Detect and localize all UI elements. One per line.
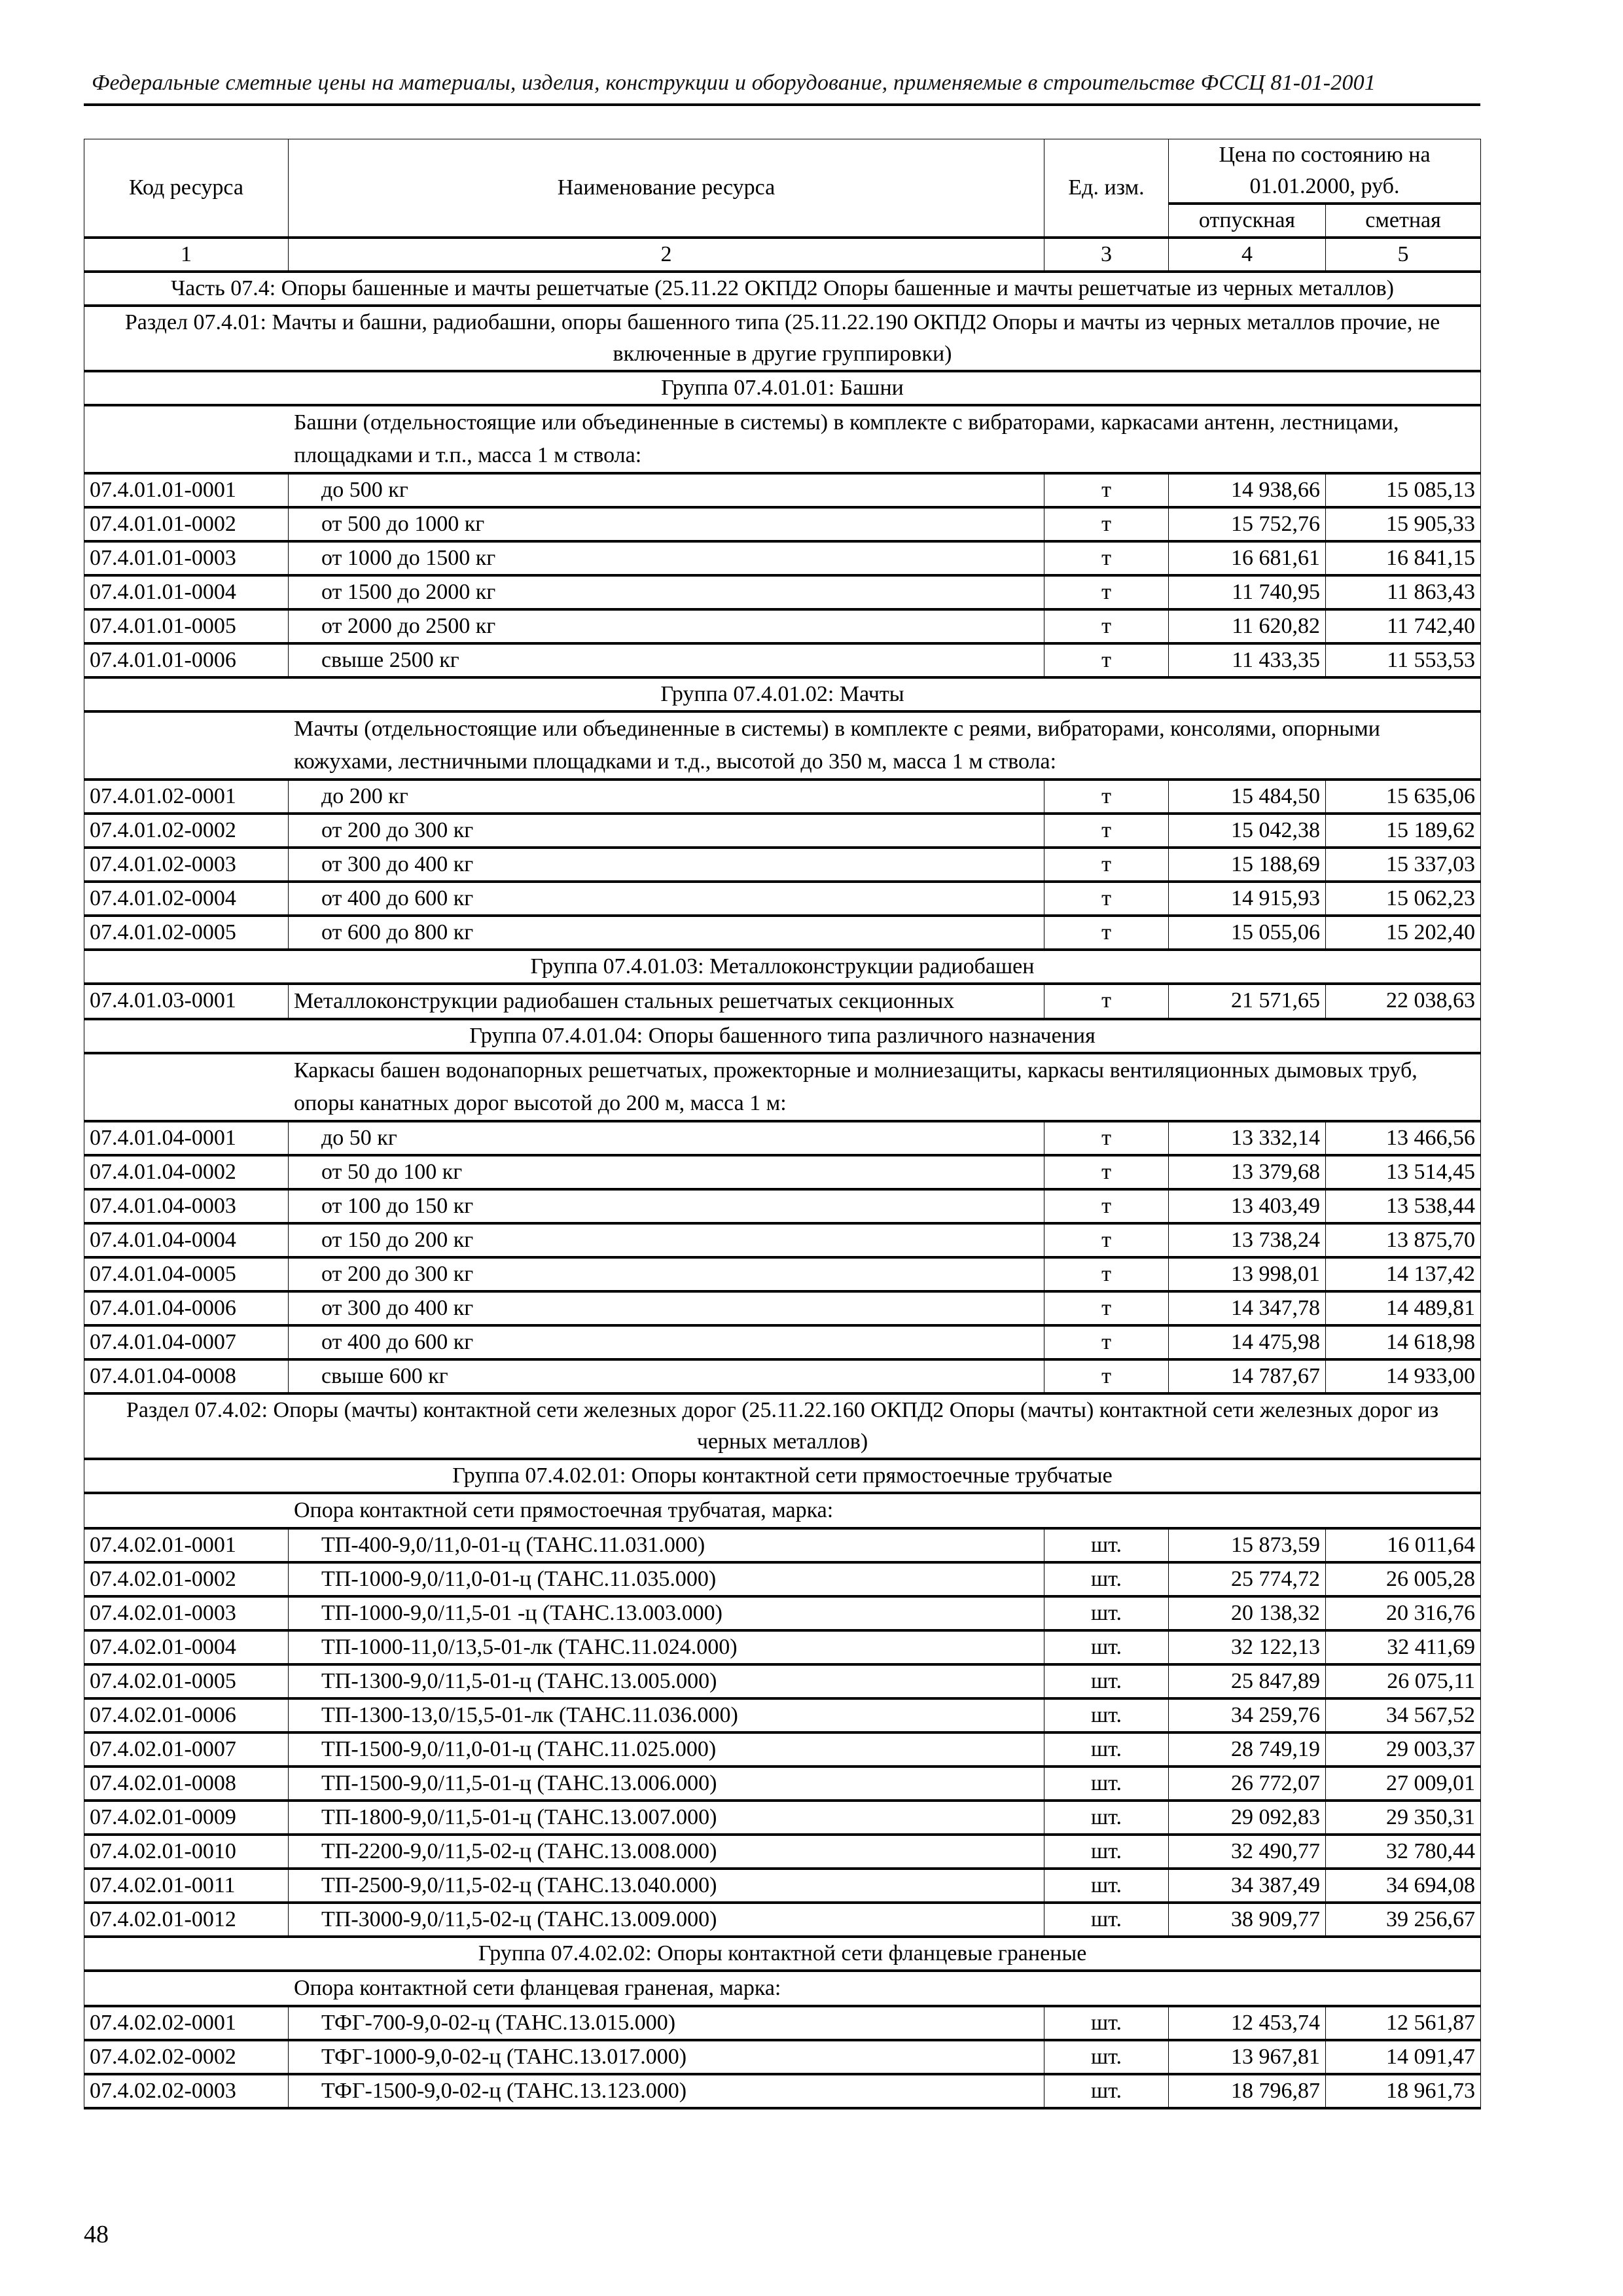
release-price: 29 092,83 <box>1169 1801 1326 1835</box>
group-description-row <box>84 711 1481 780</box>
table-row <box>84 1121 1481 1155</box>
release-price: 21 571,65 <box>1169 984 1326 1019</box>
estimate-price: 39 256,67 <box>1326 1903 1481 1937</box>
group-heading-row <box>84 371 1481 405</box>
release-price: 34 259,76 <box>1169 1698 1326 1732</box>
col-header-name: Наименование ресурса <box>289 139 1044 238</box>
resource-name: свыше 600 кг <box>289 1359 1044 1393</box>
resource-name: ТП-2500-9,0/11,5-02-ц (ТАНС.13.040.000) <box>289 1869 1044 1903</box>
unit-of-measure: т <box>1044 814 1169 848</box>
estimate-price: 20 316,76 <box>1326 1596 1481 1630</box>
table-row <box>84 1257 1481 1291</box>
resource-name: от 2000 до 2500 кг <box>289 609 1044 643</box>
resource-name: ТП-1000-11,0/13,5-01-лк (ТАНС.11.024.000) <box>289 1630 1044 1664</box>
table-row <box>84 2006 1481 2040</box>
estimate-price: 18 961,73 <box>1326 2074 1481 2108</box>
unit-of-measure: т <box>1044 1121 1169 1155</box>
estimate-price: 13 514,45 <box>1326 1155 1481 1189</box>
table-row <box>84 575 1481 609</box>
release-price: 15 188,69 <box>1169 848 1326 882</box>
estimate-price: 14 618,98 <box>1326 1325 1481 1359</box>
resource-name: ТП-1500-9,0/11,0-01-ц (ТАНС.11.025.000) <box>289 1732 1044 1767</box>
resource-code: 07.4.02.01-0011 <box>84 1869 289 1903</box>
release-price: 13 332,14 <box>1169 1121 1326 1155</box>
resource-name: от 400 до 600 кг <box>289 882 1044 916</box>
release-price: 15 873,59 <box>1169 1528 1326 1562</box>
resource-code: 07.4.02.01-0004 <box>84 1630 289 1664</box>
release-price: 25 847,89 <box>1169 1664 1326 1698</box>
estimate-price: 34 567,52 <box>1326 1698 1481 1732</box>
resource-name: ТФГ-1000-9,0-02-ц (ТАНС.13.017.000) <box>289 2040 1044 2074</box>
table-row <box>84 1528 1481 1562</box>
estimate-price: 22 038,63 <box>1326 984 1481 1019</box>
resource-name: ТП-400-9,0/11,0-01-ц (ТАНС.11.031.000) <box>289 1528 1044 1562</box>
release-price: 14 915,93 <box>1169 882 1326 916</box>
table-row <box>84 1189 1481 1223</box>
unit-of-measure: шт. <box>1044 1596 1169 1630</box>
group-description: Опора контактной сети фланцевая граненая, марка: <box>84 1971 1481 2006</box>
estimate-price: 15 085,13 <box>1326 473 1481 507</box>
col-header-estimate-price: сметная <box>1326 204 1481 238</box>
resource-code: 07.4.02.01-0006 <box>84 1698 289 1732</box>
header-rule <box>84 103 1480 106</box>
release-price: 13 738,24 <box>1169 1223 1326 1257</box>
group-heading-row <box>84 1019 1481 1053</box>
resource-code: 07.4.02.01-0002 <box>84 1562 289 1596</box>
group-description-row <box>84 405 1481 473</box>
unit-of-measure: т <box>1044 848 1169 882</box>
unit-of-measure: шт. <box>1044 2040 1169 2074</box>
table-row <box>84 916 1481 950</box>
resource-code: 07.4.02.01-0001 <box>84 1528 289 1562</box>
resource-code: 07.4.01.04-0002 <box>84 1155 289 1189</box>
table-row <box>84 1664 1481 1698</box>
resource-name: до 200 кг <box>289 780 1044 814</box>
estimate-price: 15 635,06 <box>1326 780 1481 814</box>
col-header-unit: Ед. изм. <box>1044 139 1169 238</box>
release-price: 32 490,77 <box>1169 1835 1326 1869</box>
resource-name: ТП-1300-13,0/15,5-01-лк (ТАНС.11.036.000) <box>289 1698 1044 1732</box>
release-price: 16 681,61 <box>1169 541 1326 575</box>
col-header-release-price: отпускная <box>1169 204 1326 238</box>
release-price: 26 772,07 <box>1169 1767 1326 1801</box>
resource-name: ТП-1800-9,0/11,5-01-ц (ТАНС.13.007.000) <box>289 1801 1044 1835</box>
estimate-price: 16 841,15 <box>1326 541 1481 575</box>
table-row <box>84 2074 1481 2108</box>
release-price: 25 774,72 <box>1169 1562 1326 1596</box>
estimate-price: 11 553,53 <box>1326 643 1481 677</box>
column-index-row <box>84 238 1481 272</box>
estimate-price: 13 875,70 <box>1326 1223 1481 1257</box>
table-row <box>84 507 1481 541</box>
table-row <box>84 1767 1481 1801</box>
table-row <box>84 1698 1481 1732</box>
estimate-price: 16 011,64 <box>1326 1528 1481 1562</box>
resource-name: от 400 до 600 кг <box>289 1325 1044 1359</box>
part-heading: Часть 07.4: Опоры башенные и мачты решетчатые (25.11.22 ОКПД2 Опоры башенные и мачты решетчатые из черных металлов) <box>84 272 1481 306</box>
resource-name: от 100 до 150 кг <box>289 1189 1044 1223</box>
table-row <box>84 848 1481 882</box>
unit-of-measure: т <box>1044 473 1169 507</box>
running-head: Федеральные сметные цены на материалы, изделия, конструкции и оборудование, применяемые в строительстве ФССЦ 81-01-2001 <box>92 71 1376 95</box>
resource-code: 07.4.01.04-0007 <box>84 1325 289 1359</box>
estimate-price: 29 350,31 <box>1326 1801 1481 1835</box>
group-description: Опора контактной сети прямостоечная трубчатая, марка: <box>84 1493 1481 1528</box>
resource-name: от 600 до 800 кг <box>289 916 1044 950</box>
unit-of-measure: т <box>1044 575 1169 609</box>
unit-of-measure: шт. <box>1044 1562 1169 1596</box>
release-price: 13 967,81 <box>1169 2040 1326 2074</box>
unit-of-measure: т <box>1044 1189 1169 1223</box>
release-price: 18 796,87 <box>1169 2074 1326 2108</box>
unit-of-measure: т <box>1044 541 1169 575</box>
release-price: 14 347,78 <box>1169 1291 1326 1325</box>
table-row <box>84 1291 1481 1325</box>
estimate-price: 34 694,08 <box>1326 1869 1481 1903</box>
estimate-price: 13 538,44 <box>1326 1189 1481 1223</box>
resource-code: 07.4.01.02-0004 <box>84 882 289 916</box>
resource-code: 07.4.01.04-0001 <box>84 1121 289 1155</box>
estimate-price: 14 933,00 <box>1326 1359 1481 1393</box>
table-row <box>84 1325 1481 1359</box>
group-description-row <box>84 1493 1481 1528</box>
group-description-row <box>84 1053 1481 1121</box>
estimate-price: 32 780,44 <box>1326 1835 1481 1869</box>
resource-code: 07.4.02.01-0005 <box>84 1664 289 1698</box>
resource-code: 07.4.01.01-0001 <box>84 473 289 507</box>
resource-code: 07.4.01.01-0002 <box>84 507 289 541</box>
resource-code: 07.4.02.02-0002 <box>84 2040 289 2074</box>
group-description: Каркасы башен водонапорных решетчатых, прожекторные и молниезащиты, каркасы вентиляционных дымовых труб, опоры канатных дорог высотой до 200 м, масса 1 м: <box>84 1053 1481 1121</box>
resource-name: ТП-1500-9,0/11,5-01-ц (ТАНС.13.006.000) <box>289 1767 1044 1801</box>
unit-of-measure: шт. <box>1044 1835 1169 1869</box>
table-row <box>84 609 1481 643</box>
resource-name: ТП-1000-9,0/11,5-01 -ц (ТАНС.13.003.000) <box>289 1596 1044 1630</box>
release-price: 15 752,76 <box>1169 507 1326 541</box>
section-heading: Раздел 07.4.01: Мачты и башни, радиобашни, опоры башенного типа (25.11.22.190 ОКПД2 Опоры и мачты из черных металлов прочие, не включенные в другие группировки) <box>84 306 1481 371</box>
unit-of-measure: шт. <box>1044 1630 1169 1664</box>
group-heading: Группа 07.4.02.01: Опоры контактной сети прямостоечные трубчатые <box>84 1459 1481 1493</box>
estimate-price: 29 003,37 <box>1326 1732 1481 1767</box>
table-row <box>84 1359 1481 1393</box>
estimate-price: 26 075,11 <box>1326 1664 1481 1698</box>
table-row <box>84 473 1481 507</box>
release-price: 34 387,49 <box>1169 1869 1326 1903</box>
unit-of-measure: шт. <box>1044 1767 1169 1801</box>
resource-code: 07.4.01.04-0008 <box>84 1359 289 1393</box>
resource-name: свыше 2500 кг <box>289 643 1044 677</box>
resource-name: от 200 до 300 кг <box>289 814 1044 848</box>
unit-of-measure: шт. <box>1044 1903 1169 1937</box>
table-row <box>84 1596 1481 1630</box>
unit-of-measure: т <box>1044 984 1169 1019</box>
resource-code: 07.4.02.01-0003 <box>84 1596 289 1630</box>
resource-name: до 500 кг <box>289 473 1044 507</box>
resource-name: до 50 кг <box>289 1121 1044 1155</box>
group-heading: Группа 07.4.01.02: Мачты <box>84 677 1481 711</box>
group-heading: Группа 07.4.02.02: Опоры контактной сети фланцевые граненые <box>84 1937 1481 1971</box>
group-heading: Группа 07.4.01.04: Опоры башенного типа различного назначения <box>84 1019 1481 1053</box>
group-description-row <box>84 1971 1481 2006</box>
release-price: 13 998,01 <box>1169 1257 1326 1291</box>
table-row <box>84 1801 1481 1835</box>
unit-of-measure: т <box>1044 1155 1169 1189</box>
price-table <box>84 139 1481 2109</box>
estimate-price: 15 189,62 <box>1326 814 1481 848</box>
section-heading-row <box>84 1393 1481 1459</box>
resource-name: от 50 до 100 кг <box>289 1155 1044 1189</box>
resource-name: ТП-1300-9,0/11,5-01-ц (ТАНС.13.005.000) <box>289 1664 1044 1698</box>
estimate-price: 14 091,47 <box>1326 2040 1481 2074</box>
resource-code: 07.4.02.02-0001 <box>84 2006 289 2040</box>
resource-name: от 500 до 1000 кг <box>289 507 1044 541</box>
release-price: 11 740,95 <box>1169 575 1326 609</box>
resource-code: 07.4.02.01-0009 <box>84 1801 289 1835</box>
section-heading-row <box>84 306 1481 371</box>
unit-of-measure: шт. <box>1044 2006 1169 2040</box>
resource-code: 07.4.01.01-0005 <box>84 609 289 643</box>
resource-code: 07.4.01.02-0003 <box>84 848 289 882</box>
table-row <box>84 1869 1481 1903</box>
release-price: 15 484,50 <box>1169 780 1326 814</box>
release-price: 38 909,77 <box>1169 1903 1326 1937</box>
table-row <box>84 780 1481 814</box>
unit-of-measure: шт. <box>1044 1801 1169 1835</box>
unit-of-measure: шт. <box>1044 1869 1169 1903</box>
table-row <box>84 541 1481 575</box>
release-price: 15 055,06 <box>1169 916 1326 950</box>
resource-name: Металлоконструкции радиобашен стальных решетчатых секционных <box>289 984 1044 1019</box>
table-row <box>84 1630 1481 1664</box>
release-price: 14 787,67 <box>1169 1359 1326 1393</box>
resource-code: 07.4.02.01-0007 <box>84 1732 289 1767</box>
estimate-price: 27 009,01 <box>1326 1767 1481 1801</box>
release-price: 14 475,98 <box>1169 1325 1326 1359</box>
table-row <box>84 1732 1481 1767</box>
resource-name: от 300 до 400 кг <box>289 848 1044 882</box>
group-heading-row <box>84 1459 1481 1493</box>
release-price: 13 379,68 <box>1169 1155 1326 1189</box>
group-heading-row <box>84 950 1481 984</box>
column-index: 3 <box>1044 238 1169 272</box>
release-price: 11 433,35 <box>1169 643 1326 677</box>
unit-of-measure: т <box>1044 1291 1169 1325</box>
column-index: 2 <box>289 238 1044 272</box>
column-index: 5 <box>1326 238 1481 272</box>
resource-code: 07.4.01.04-0005 <box>84 1257 289 1291</box>
col-header-code: Код ресурса <box>84 139 289 238</box>
release-price: 12 453,74 <box>1169 2006 1326 2040</box>
table-row <box>84 882 1481 916</box>
release-price: 32 122,13 <box>1169 1630 1326 1664</box>
resource-name: ТП-2200-9,0/11,5-02-ц (ТАНС.13.008.000) <box>289 1835 1044 1869</box>
table-row <box>84 1835 1481 1869</box>
col-header-price-group: Цена по состоянию на 01.01.2000, руб. <box>1169 139 1481 204</box>
table-row <box>84 1223 1481 1257</box>
estimate-price: 11 863,43 <box>1326 575 1481 609</box>
section-heading: Раздел 07.4.02: Опоры (мачты) контактной сети железных дорог (25.11.22.160 ОКПД2 Опоры (мачты) контактной сети железных дорог из черных металлов) <box>84 1393 1481 1459</box>
unit-of-measure: т <box>1044 1325 1169 1359</box>
table-row <box>84 984 1481 1019</box>
resource-name: от 1500 до 2000 кг <box>289 575 1044 609</box>
part-heading-row <box>84 272 1481 306</box>
resource-code: 07.4.01.03-0001 <box>84 984 289 1019</box>
group-description: Башни (отдельностоящие или объединенные в системы) в комплекте с вибраторами, каркасами антенн, лестницами, площадками и т.п., масса 1 м ствола: <box>84 405 1481 473</box>
resource-code: 07.4.02.02-0003 <box>84 2074 289 2108</box>
unit-of-measure: шт. <box>1044 1732 1169 1767</box>
unit-of-measure: т <box>1044 882 1169 916</box>
estimate-price: 15 337,03 <box>1326 848 1481 882</box>
resource-name: от 300 до 400 кг <box>289 1291 1044 1325</box>
table-row <box>84 2040 1481 2074</box>
resource-name: ТП-3000-9,0/11,5-02-ц (ТАНС.13.009.000) <box>289 1903 1044 1937</box>
resource-code: 07.4.01.02-0002 <box>84 814 289 848</box>
resource-code: 07.4.01.04-0006 <box>84 1291 289 1325</box>
group-heading-row <box>84 677 1481 711</box>
estimate-price: 26 005,28 <box>1326 1562 1481 1596</box>
table-row <box>84 1562 1481 1596</box>
estimate-price: 15 905,33 <box>1326 507 1481 541</box>
resource-code: 07.4.01.04-0004 <box>84 1223 289 1257</box>
resource-name: от 200 до 300 кг <box>289 1257 1044 1291</box>
estimate-price: 12 561,87 <box>1326 2006 1481 2040</box>
resource-code: 07.4.01.01-0006 <box>84 643 289 677</box>
release-price: 15 042,38 <box>1169 814 1326 848</box>
unit-of-measure: т <box>1044 916 1169 950</box>
column-index: 4 <box>1169 238 1326 272</box>
resource-code: 07.4.02.01-0008 <box>84 1767 289 1801</box>
estimate-price: 14 489,81 <box>1326 1291 1481 1325</box>
unit-of-measure: т <box>1044 780 1169 814</box>
release-price: 11 620,82 <box>1169 609 1326 643</box>
table-row <box>84 1155 1481 1189</box>
unit-of-measure: т <box>1044 507 1169 541</box>
release-price: 13 403,49 <box>1169 1189 1326 1223</box>
page-number: 48 <box>84 2221 109 2248</box>
estimate-price: 15 062,23 <box>1326 882 1481 916</box>
table-row <box>84 1903 1481 1937</box>
group-description: Мачты (отдельностоящие или объединенные в системы) в комплекте с реями, вибраторами, консолями, опорными кожухами, лестничными площадками и т.д., высотой до 350 м, масса 1 м ствола: <box>84 711 1481 780</box>
unit-of-measure: т <box>1044 1359 1169 1393</box>
resource-code: 07.4.01.01-0004 <box>84 575 289 609</box>
table-row <box>84 643 1481 677</box>
resource-code: 07.4.01.01-0003 <box>84 541 289 575</box>
unit-of-measure: шт. <box>1044 1698 1169 1732</box>
unit-of-measure: т <box>1044 609 1169 643</box>
resource-code: 07.4.02.01-0010 <box>84 1835 289 1869</box>
resource-code: 07.4.01.04-0003 <box>84 1189 289 1223</box>
column-index: 1 <box>84 238 289 272</box>
unit-of-measure: т <box>1044 1223 1169 1257</box>
resource-code: 07.4.02.01-0012 <box>84 1903 289 1937</box>
group-heading: Группа 07.4.01.03: Металлоконструкции радиобашен <box>84 950 1481 984</box>
unit-of-measure: шт. <box>1044 1528 1169 1562</box>
release-price: 28 749,19 <box>1169 1732 1326 1767</box>
unit-of-measure: т <box>1044 1257 1169 1291</box>
estimate-price: 13 466,56 <box>1326 1121 1481 1155</box>
unit-of-measure: т <box>1044 643 1169 677</box>
resource-name: от 150 до 200 кг <box>289 1223 1044 1257</box>
group-heading: Группа 07.4.01.01: Башни <box>84 371 1481 405</box>
estimate-price: 32 411,69 <box>1326 1630 1481 1664</box>
release-price: 20 138,32 <box>1169 1596 1326 1630</box>
resource-code: 07.4.01.02-0005 <box>84 916 289 950</box>
unit-of-measure: шт. <box>1044 2074 1169 2108</box>
table-row <box>84 814 1481 848</box>
resource-name: ТФГ-700-9,0-02-ц (ТАНС.13.015.000) <box>289 2006 1044 2040</box>
unit-of-measure: шт. <box>1044 1664 1169 1698</box>
release-price: 14 938,66 <box>1169 473 1326 507</box>
table-header-row <box>84 139 1481 204</box>
estimate-price: 15 202,40 <box>1326 916 1481 950</box>
resource-name: ТФГ-1500-9,0-02-ц (ТАНС.13.123.000) <box>289 2074 1044 2108</box>
resource-name: от 1000 до 1500 кг <box>289 541 1044 575</box>
estimate-price: 11 742,40 <box>1326 609 1481 643</box>
group-heading-row <box>84 1937 1481 1971</box>
estimate-price: 14 137,42 <box>1326 1257 1481 1291</box>
resource-name: ТП-1000-9,0/11,0-01-ц (ТАНС.11.035.000) <box>289 1562 1044 1596</box>
table-body <box>84 272 1481 2108</box>
resource-code: 07.4.01.02-0001 <box>84 780 289 814</box>
